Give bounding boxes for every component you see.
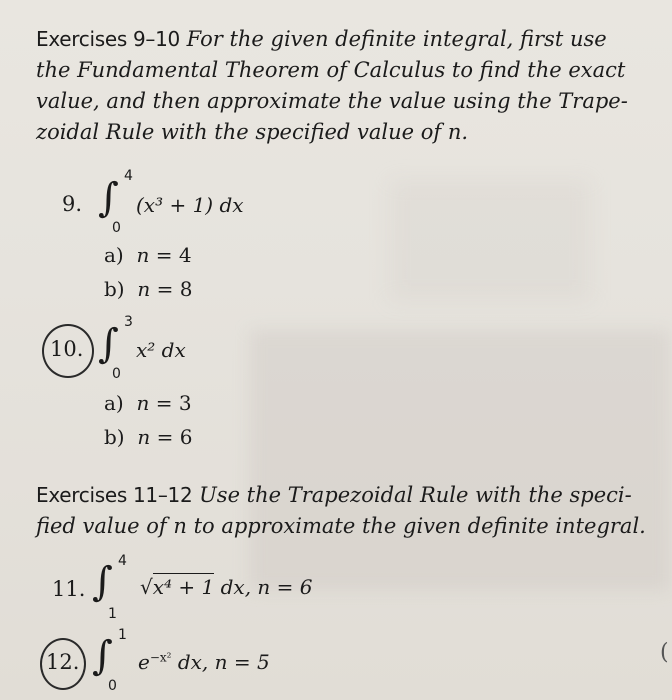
integral-sign-icon: ∫ xyxy=(98,321,119,367)
instruction-line: value, and then approximate the value using the Trape- xyxy=(36,89,628,113)
section-lead: Exercises 11–12 xyxy=(36,483,193,507)
integral-sign-icon: ∫ xyxy=(92,559,113,605)
radicand: x⁴ + 1 xyxy=(152,575,215,599)
instruction-line: Use the Trapezoidal Rule with the speci- xyxy=(199,483,632,507)
part-b: b) n = 8 xyxy=(104,277,193,301)
instructions-exercises-9-10 xyxy=(36,24,666,148)
part-b: b) n = 6 xyxy=(104,425,193,449)
integral-sign-icon: ∫ xyxy=(98,175,119,221)
exercise-number: 11. xyxy=(52,577,86,601)
part-a: a) n = 3 xyxy=(104,391,192,415)
exponent: −x² xyxy=(149,650,172,665)
base: e xyxy=(138,650,150,674)
instruction-line: For the given definite integral, first use xyxy=(186,27,607,51)
background-shadow xyxy=(390,180,590,300)
integral-rest: dx, n = 6 xyxy=(220,575,313,599)
section-lead: Exercises 9–10 xyxy=(36,27,180,51)
instructions-exercises-11-12 xyxy=(36,480,666,542)
background-shadow xyxy=(250,330,670,590)
instruction-line: the Fundamental Theorem of Calculus to find the exact xyxy=(36,58,626,82)
exercise-number: 12. xyxy=(46,650,80,674)
instruction-line: fied value of n to approximate the given definite integral. xyxy=(36,514,646,538)
lower-limit: 1 xyxy=(108,606,117,622)
integrand: (x³ + 1) dx xyxy=(136,193,244,217)
upper-limit: 3 xyxy=(124,314,133,330)
lower-limit: 0 xyxy=(112,220,121,236)
integrand xyxy=(140,575,312,599)
exercise-number: 10. xyxy=(50,337,84,361)
upper-limit: 4 xyxy=(124,168,133,184)
exercise-number: 9. xyxy=(62,192,83,216)
sqrt-icon: √ xyxy=(140,575,153,599)
lower-limit: 0 xyxy=(112,366,121,382)
integral-rest: dx, n = 5 xyxy=(177,650,270,674)
page-edge-mark: ( xyxy=(660,640,669,665)
lower-limit: 0 xyxy=(108,678,117,694)
integral-sign-icon: ∫ xyxy=(92,633,113,679)
integrand xyxy=(138,650,270,674)
upper-limit: 1 xyxy=(118,627,127,643)
instruction-line: zoidal Rule with the specified value of n. xyxy=(36,120,469,144)
integrand: x² dx xyxy=(136,338,186,362)
part-a: a) n = 4 xyxy=(104,243,192,267)
upper-limit: 4 xyxy=(118,553,127,569)
